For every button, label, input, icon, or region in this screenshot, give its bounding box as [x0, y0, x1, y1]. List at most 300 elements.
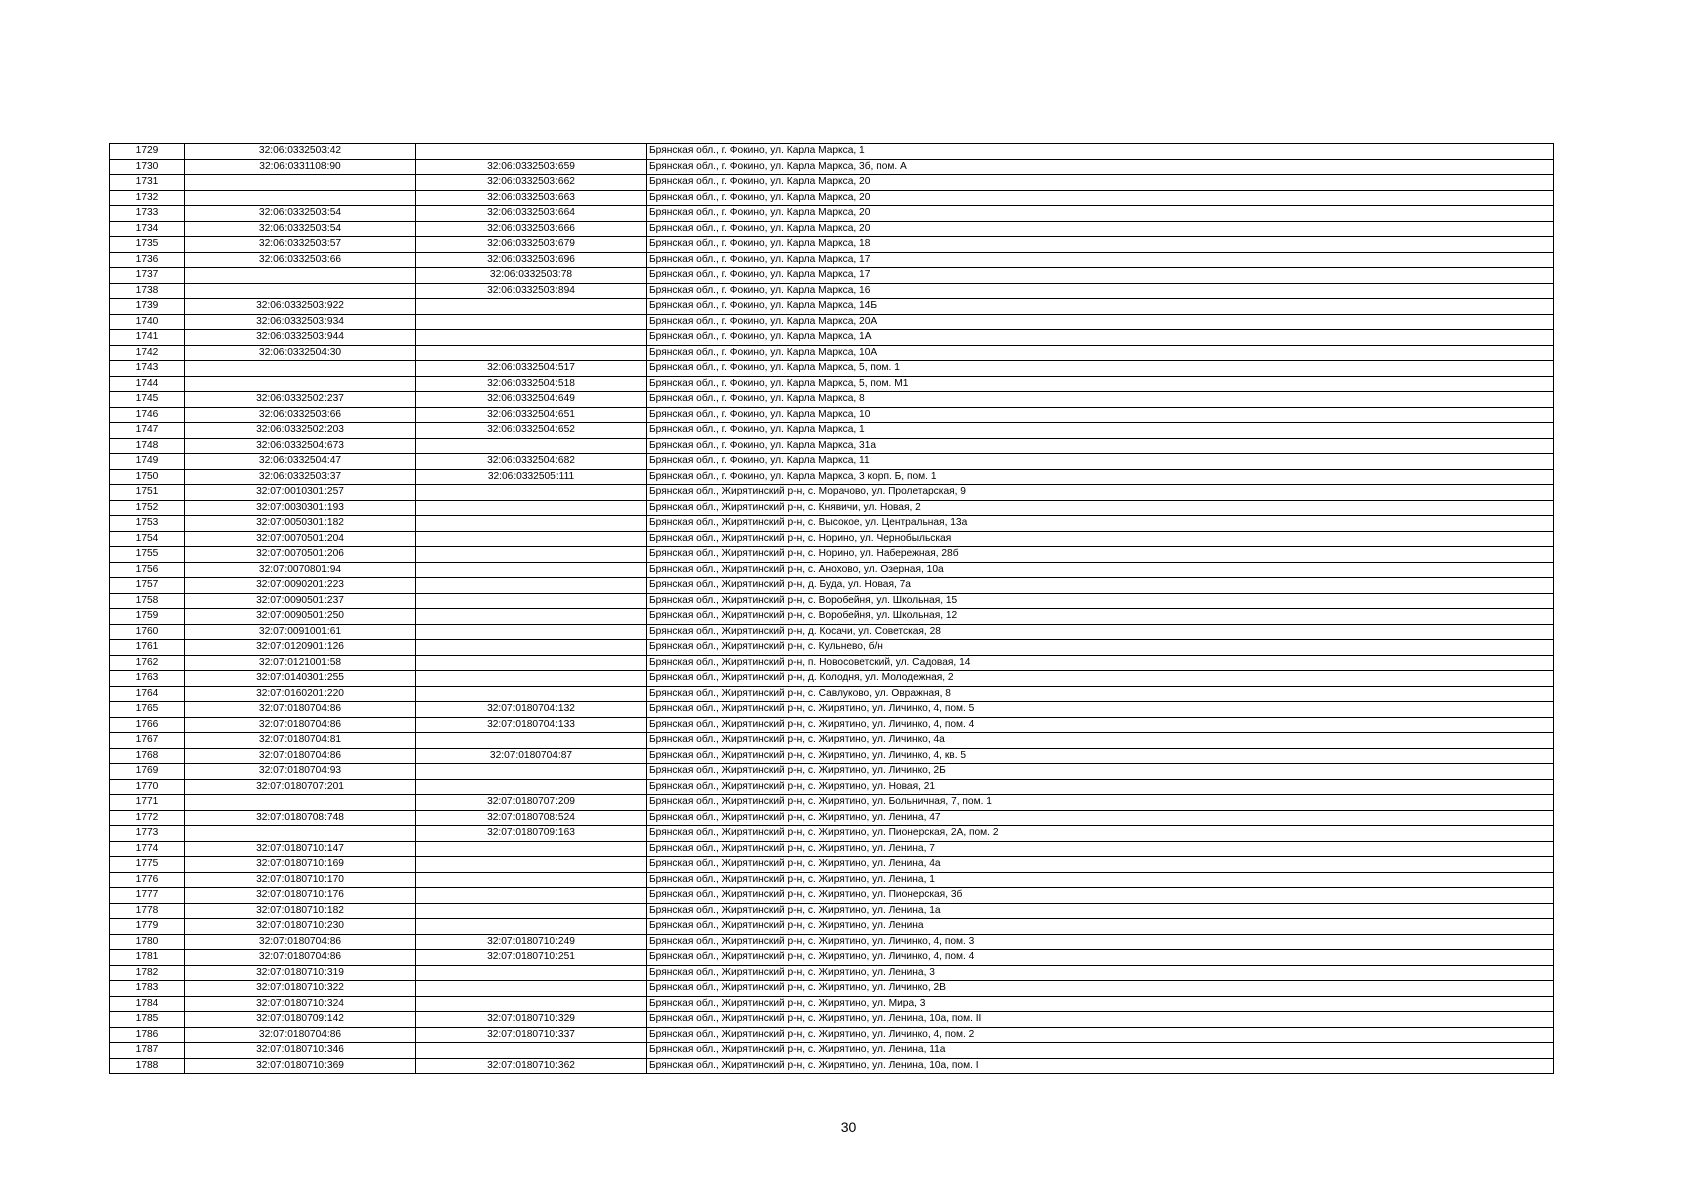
cadastral-number-cell: 32:07:0180707:201 — [185, 779, 416, 795]
row-number-cell: 1765 — [110, 702, 185, 718]
object-cadastral-number-cell — [416, 500, 647, 516]
address-cell: Брянская обл., Жирятинский р-н, с. Жирятино, ул. Ленина, 7 — [647, 841, 1554, 857]
object-cadastral-number-cell — [416, 609, 647, 625]
object-cadastral-number-cell: 32:06:0332503:662 — [416, 175, 647, 191]
row-number-cell: 1758 — [110, 593, 185, 609]
address-cell: Брянская обл., Жирятинский р-н, с. Жирятино, ул. Больничная, 7, пом. 1 — [647, 795, 1554, 811]
cadastral-number-cell: 32:07:0180710:169 — [185, 857, 416, 873]
address-cell: Брянская обл., г. Фокино, ул. Карла Маркса, 1 — [647, 423, 1554, 439]
object-cadastral-number-cell — [416, 593, 647, 609]
object-cadastral-number-cell: 32:07:0180708:524 — [416, 810, 647, 826]
table-row — [110, 624, 1554, 640]
object-cadastral-number-cell: 32:06:0332503:664 — [416, 206, 647, 222]
cadastral-number-cell — [185, 795, 416, 811]
address-cell: Брянская обл., г. Фокино, ул. Карла Маркса, 1 — [647, 144, 1554, 160]
row-number-cell: 1760 — [110, 624, 185, 640]
row-number-cell: 1769 — [110, 764, 185, 780]
row-number-cell: 1746 — [110, 407, 185, 423]
table-row — [110, 779, 1554, 795]
table-row — [110, 330, 1554, 346]
object-cadastral-number-cell — [416, 981, 647, 997]
object-cadastral-number-cell — [416, 640, 647, 656]
cadastral-number-cell: 32:07:0180704:86 — [185, 934, 416, 950]
table-row — [110, 795, 1554, 811]
row-number-cell: 1730 — [110, 159, 185, 175]
cadastral-number-cell: 32:07:0180710:346 — [185, 1043, 416, 1059]
table-row — [110, 888, 1554, 904]
row-number-cell: 1737 — [110, 268, 185, 284]
address-cell: Брянская обл., г. Фокино, ул. Карла Маркса, 18 — [647, 237, 1554, 253]
row-number-cell: 1731 — [110, 175, 185, 191]
object-cadastral-number-cell — [416, 299, 647, 315]
row-number-cell: 1757 — [110, 578, 185, 594]
address-cell: Брянская обл., г. Фокино, ул. Карла Маркса, 20 — [647, 190, 1554, 206]
object-cadastral-number-cell: 32:06:0332504:652 — [416, 423, 647, 439]
object-cadastral-number-cell — [416, 779, 647, 795]
address-cell: Брянская обл., Жирятинский р-н, п. Новосоветский, ул. Садовая, 14 — [647, 655, 1554, 671]
cadastral-number-cell: 32:07:0180710:182 — [185, 903, 416, 919]
row-number-cell: 1777 — [110, 888, 185, 904]
address-cell: Брянская обл., Жирятинский р-н, с. Жирятино, ул. Личинко, 4, пом. 3 — [647, 934, 1554, 950]
table-row — [110, 345, 1554, 361]
row-number-cell: 1752 — [110, 500, 185, 516]
row-number-cell: 1785 — [110, 1012, 185, 1028]
cadastral-number-cell: 32:06:0332503:66 — [185, 407, 416, 423]
row-number-cell: 1766 — [110, 717, 185, 733]
cadastral-number-cell: 32:07:0090201:223 — [185, 578, 416, 594]
address-cell: Брянская обл., Жирятинский р-н, с. Жирятино, ул. Ленина, 1а — [647, 903, 1554, 919]
address-cell: Брянская обл., Жирятинский р-н, с. Жирятино, ул. Личинко, 4, пом. 2 — [647, 1027, 1554, 1043]
address-cell: Брянская обл., г. Фокино, ул. Карла Маркса, 1А — [647, 330, 1554, 346]
address-cell: Брянская обл., г. Фокино, ул. Карла Маркса, 20 — [647, 175, 1554, 191]
address-cell: Брянская обл., Жирятинский р-н, с. Жирятино, ул. Личинко, 4, пом. 4 — [647, 717, 1554, 733]
cadastral-number-cell: 32:07:0180710:230 — [185, 919, 416, 935]
table-row — [110, 733, 1554, 749]
address-cell: Брянская обл., Жирятинский р-н, с. Жирятино, ул. Ленина, 11а — [647, 1043, 1554, 1059]
object-cadastral-number-cell: 32:07:0180710:337 — [416, 1027, 647, 1043]
object-cadastral-number-cell — [416, 764, 647, 780]
cadastral-number-cell: 32:07:0091001:61 — [185, 624, 416, 640]
row-number-cell: 1751 — [110, 485, 185, 501]
table-row — [110, 996, 1554, 1012]
address-cell: Брянская обл., Жирятинский р-н, с. Жирятино, ул. Ленина, 4а — [647, 857, 1554, 873]
table-row — [110, 469, 1554, 485]
address-cell: Брянская обл., Жирятинский р-н, с. Жирятино, ул. Ленина, 10а, пом. I — [647, 1058, 1554, 1074]
object-cadastral-number-cell — [416, 996, 647, 1012]
table-row — [110, 903, 1554, 919]
object-cadastral-number-cell: 32:06:0332503:666 — [416, 221, 647, 237]
cadastral-number-cell: 32:06:0332502:237 — [185, 392, 416, 408]
table-row — [110, 934, 1554, 950]
cadastral-number-cell: 32:07:0050301:182 — [185, 516, 416, 532]
row-number-cell: 1770 — [110, 779, 185, 795]
row-number-cell: 1747 — [110, 423, 185, 439]
row-number-cell: 1741 — [110, 330, 185, 346]
row-number-cell: 1784 — [110, 996, 185, 1012]
cadastral-number-cell: 32:07:0180710:369 — [185, 1058, 416, 1074]
table-row — [110, 438, 1554, 454]
address-cell: Брянская обл., Жирятинский р-н, д. Косачи, ул. Советская, 28 — [647, 624, 1554, 640]
object-cadastral-number-cell — [416, 516, 647, 532]
row-number-cell: 1745 — [110, 392, 185, 408]
cadastral-number-cell: 32:06:0332503:922 — [185, 299, 416, 315]
cadastral-number-cell: 32:06:0332503:934 — [185, 314, 416, 330]
row-number-cell: 1748 — [110, 438, 185, 454]
table-row — [110, 717, 1554, 733]
registry-table-body — [110, 144, 1554, 1074]
row-number-cell: 1773 — [110, 826, 185, 842]
object-cadastral-number-cell — [416, 562, 647, 578]
cadastral-number-cell — [185, 361, 416, 377]
table-row — [110, 826, 1554, 842]
cadastral-number-cell: 32:07:0180709:142 — [185, 1012, 416, 1028]
table-row — [110, 376, 1554, 392]
row-number-cell: 1736 — [110, 252, 185, 268]
object-cadastral-number-cell — [416, 857, 647, 873]
address-cell: Брянская обл., Жирятинский р-н, с. Савлуково, ул. Овражная, 8 — [647, 686, 1554, 702]
cadastral-number-cell: 32:07:0180704:81 — [185, 733, 416, 749]
row-number-cell: 1759 — [110, 609, 185, 625]
address-cell: Брянская обл., г. Фокино, ул. Карла Маркса, 20 — [647, 206, 1554, 222]
table-row — [110, 485, 1554, 501]
row-number-cell: 1762 — [110, 655, 185, 671]
row-number-cell: 1742 — [110, 345, 185, 361]
object-cadastral-number-cell — [416, 919, 647, 935]
table-row — [110, 531, 1554, 547]
table-row — [110, 872, 1554, 888]
cadastral-number-cell: 32:07:0180710:176 — [185, 888, 416, 904]
table-row — [110, 299, 1554, 315]
row-number-cell: 1787 — [110, 1043, 185, 1059]
row-number-cell: 1781 — [110, 950, 185, 966]
address-cell: Брянская обл., Жирятинский р-н, с. Жирятино, ул. Пионерская, 2А, пом. 2 — [647, 826, 1554, 842]
address-cell: Брянская обл., Жирятинский р-н, с. Жирятино, ул. Ленина, 10а, пом. II — [647, 1012, 1554, 1028]
row-number-cell: 1749 — [110, 454, 185, 470]
table-row — [110, 252, 1554, 268]
table-row — [110, 159, 1554, 175]
object-cadastral-number-cell: 32:06:0332503:696 — [416, 252, 647, 268]
address-cell: Брянская обл., Жирятинский р-н, с. Анохово, ул. Озерная, 10а — [647, 562, 1554, 578]
row-number-cell: 1778 — [110, 903, 185, 919]
table-row — [110, 1012, 1554, 1028]
address-cell: Брянская обл., Жирятинский р-н, д. Колодня, ул. Молодежная, 2 — [647, 671, 1554, 687]
table-row — [110, 950, 1554, 966]
cadastral-number-cell: 32:07:0030301:193 — [185, 500, 416, 516]
table-row — [110, 314, 1554, 330]
address-cell: Брянская обл., г. Фокино, ул. Карла Маркса, 17 — [647, 268, 1554, 284]
table-row — [110, 423, 1554, 439]
address-cell: Брянская обл., г. Фокино, ул. Карла Маркса, 8 — [647, 392, 1554, 408]
address-cell: Брянская обл., Жирятинский р-н, с. Жирятино, ул. Личинко, 2Б — [647, 764, 1554, 780]
cadastral-number-cell: 32:07:0070801:94 — [185, 562, 416, 578]
cadastral-number-cell: 32:06:0332503:42 — [185, 144, 416, 160]
row-number-cell: 1767 — [110, 733, 185, 749]
cadastral-number-cell: 32:07:0090501:237 — [185, 593, 416, 609]
table-row — [110, 144, 1554, 160]
table-row — [110, 175, 1554, 191]
cadastral-number-cell: 32:06:0332504:30 — [185, 345, 416, 361]
address-cell: Брянская обл., г. Фокино, ул. Карла Маркса, 17 — [647, 252, 1554, 268]
object-cadastral-number-cell: 32:07:0180704:133 — [416, 717, 647, 733]
object-cadastral-number-cell — [416, 144, 647, 160]
cadastral-number-cell: 32:06:0332504:673 — [185, 438, 416, 454]
cadastral-number-cell: 32:07:0180710:170 — [185, 872, 416, 888]
cadastral-number-cell — [185, 826, 416, 842]
row-number-cell: 1763 — [110, 671, 185, 687]
cadastral-number-cell: 32:07:0180704:86 — [185, 748, 416, 764]
address-cell: Брянская обл., г. Фокино, ул. Карла Маркса, 31а — [647, 438, 1554, 454]
row-number-cell: 1735 — [110, 237, 185, 253]
cadastral-number-cell: 32:06:0332503:54 — [185, 221, 416, 237]
row-number-cell: 1783 — [110, 981, 185, 997]
address-cell: Брянская обл., Жирятинский р-н, с. Норино, ул. Чернобыльская — [647, 531, 1554, 547]
address-cell: Брянская обл., Жирятинский р-н, с. Жирятино, ул. Личинко, 4а — [647, 733, 1554, 749]
object-cadastral-number-cell: 32:06:0332504:651 — [416, 407, 647, 423]
table-row — [110, 190, 1554, 206]
cadastral-number-cell: 32:07:0090501:250 — [185, 609, 416, 625]
object-cadastral-number-cell: 32:07:0180709:163 — [416, 826, 647, 842]
cadastral-number-cell — [185, 175, 416, 191]
row-number-cell: 1782 — [110, 965, 185, 981]
row-number-cell: 1755 — [110, 547, 185, 563]
address-cell: Брянская обл., Жирятинский р-н, с. Жирятино, ул. Ленина, 3 — [647, 965, 1554, 981]
object-cadastral-number-cell — [416, 531, 647, 547]
row-number-cell: 1738 — [110, 283, 185, 299]
object-cadastral-number-cell — [416, 438, 647, 454]
object-cadastral-number-cell — [416, 330, 647, 346]
row-number-cell: 1732 — [110, 190, 185, 206]
address-cell: Брянская обл., г. Фокино, ул. Карла Маркса, 14Б — [647, 299, 1554, 315]
object-cadastral-number-cell — [416, 345, 647, 361]
object-cadastral-number-cell — [416, 733, 647, 749]
table-row — [110, 361, 1554, 377]
address-cell: Брянская обл., Жирятинский р-н, с. Норино, ул. Набережная, 28б — [647, 547, 1554, 563]
cadastral-number-cell: 32:07:0180710:324 — [185, 996, 416, 1012]
object-cadastral-number-cell: 32:06:0332503:659 — [416, 159, 647, 175]
table-row — [110, 655, 1554, 671]
cadastral-number-cell — [185, 190, 416, 206]
cadastral-number-cell: 32:07:0070501:206 — [185, 547, 416, 563]
row-number-cell: 1753 — [110, 516, 185, 532]
cadastral-number-cell: 32:07:0180704:93 — [185, 764, 416, 780]
address-cell: Брянская обл., г. Фокино, ул. Карла Маркса, 10 — [647, 407, 1554, 423]
object-cadastral-number-cell: 32:07:0180704:87 — [416, 748, 647, 764]
address-cell: Брянская обл., Жирятинский р-н, с. Жирятино, ул. Личинко, 2В — [647, 981, 1554, 997]
address-cell: Брянская обл., Жирятинский р-н, с. Жирятино, ул. Ленина, 47 — [647, 810, 1554, 826]
object-cadastral-number-cell: 32:06:0332503:663 — [416, 190, 647, 206]
table-row — [110, 702, 1554, 718]
object-cadastral-number-cell — [416, 314, 647, 330]
cadastral-number-cell: 32:07:0120901:126 — [185, 640, 416, 656]
table-row — [110, 206, 1554, 222]
table-row — [110, 981, 1554, 997]
table-row — [110, 237, 1554, 253]
object-cadastral-number-cell: 32:06:0332504:518 — [416, 376, 647, 392]
cadastral-number-cell: 32:07:0160201:220 — [185, 686, 416, 702]
cadastral-number-cell: 32:07:0180710:319 — [185, 965, 416, 981]
table-row — [110, 268, 1554, 284]
address-cell: Брянская обл., г. Фокино, ул. Карла Маркса, 20 — [647, 221, 1554, 237]
row-number-cell: 1779 — [110, 919, 185, 935]
address-cell: Брянская обл., г. Фокино, ул. Карла Маркса, 5, пом. 1 — [647, 361, 1554, 377]
table-row — [110, 857, 1554, 873]
cadastral-number-cell: 32:06:0332503:944 — [185, 330, 416, 346]
cadastral-number-cell: 32:06:0332503:54 — [185, 206, 416, 222]
address-cell: Брянская обл., Жирятинский р-н, с. Жирятино, ул. Ленина, 1 — [647, 872, 1554, 888]
table-row — [110, 500, 1554, 516]
cadastral-number-cell: 32:07:0180710:147 — [185, 841, 416, 857]
row-number-cell: 1788 — [110, 1058, 185, 1074]
object-cadastral-number-cell: 32:06:0332503:679 — [416, 237, 647, 253]
object-cadastral-number-cell — [416, 547, 647, 563]
table-row — [110, 283, 1554, 299]
address-cell: Брянская обл., Жирятинский р-н, с. Высокое, ул. Центральная, 13а — [647, 516, 1554, 532]
address-cell: Брянская обл., Жирятинский р-н, с. Жирятино, ул. Личинко, 4, пом. 4 — [647, 950, 1554, 966]
object-cadastral-number-cell: 32:07:0180710:329 — [416, 1012, 647, 1028]
cadastral-number-cell: 32:07:0180704:86 — [185, 702, 416, 718]
address-cell: Брянская обл., г. Фокино, ул. Карла Маркса, 3б, пом. А — [647, 159, 1554, 175]
row-number-cell: 1740 — [110, 314, 185, 330]
table-row — [110, 1058, 1554, 1074]
address-cell: Брянская обл., Жирятинский р-н, с. Жирятино, ул. Личинко, 4, кв. 5 — [647, 748, 1554, 764]
cadastral-number-cell: 32:06:0332504:47 — [185, 454, 416, 470]
cadastral-number-cell — [185, 268, 416, 284]
table-row — [110, 221, 1554, 237]
cadastral-number-cell: 32:07:0121001:58 — [185, 655, 416, 671]
object-cadastral-number-cell — [416, 671, 647, 687]
cadastral-number-cell: 32:06:0332503:66 — [185, 252, 416, 268]
table-row — [110, 547, 1554, 563]
object-cadastral-number-cell: 32:07:0180710:249 — [416, 934, 647, 950]
table-row — [110, 919, 1554, 935]
cadastral-number-cell — [185, 376, 416, 392]
address-cell: Брянская обл., г. Фокино, ул. Карла Маркса, 20А — [647, 314, 1554, 330]
cadastral-number-cell: 32:07:0180704:86 — [185, 717, 416, 733]
table-row — [110, 578, 1554, 594]
object-cadastral-number-cell: 32:07:0180710:251 — [416, 950, 647, 966]
address-cell: Брянская обл., Жирятинский р-н, с. Жирятино, ул. Личинко, 4, пом. 5 — [647, 702, 1554, 718]
object-cadastral-number-cell — [416, 841, 647, 857]
address-cell: Брянская обл., Жирятинский р-н, д. Буда, ул. Новая, 7а — [647, 578, 1554, 594]
object-cadastral-number-cell: 32:06:0332505:111 — [416, 469, 647, 485]
table-row — [110, 965, 1554, 981]
object-cadastral-number-cell — [416, 655, 647, 671]
table-row — [110, 593, 1554, 609]
address-cell: Брянская обл., г. Фокино, ул. Карла Маркса, 5, пом. М1 — [647, 376, 1554, 392]
table-row — [110, 516, 1554, 532]
row-number-cell: 1764 — [110, 686, 185, 702]
row-number-cell: 1750 — [110, 469, 185, 485]
row-number-cell: 1776 — [110, 872, 185, 888]
object-cadastral-number-cell: 32:06:0332504:517 — [416, 361, 647, 377]
row-number-cell: 1754 — [110, 531, 185, 547]
table-row — [110, 392, 1554, 408]
row-number-cell: 1780 — [110, 934, 185, 950]
table-row — [110, 686, 1554, 702]
object-cadastral-number-cell: 32:06:0332504:682 — [416, 454, 647, 470]
table-row — [110, 407, 1554, 423]
cadastral-number-cell: 32:06:0331108:90 — [185, 159, 416, 175]
cadastral-number-cell: 32:07:0140301:255 — [185, 671, 416, 687]
cadastral-number-cell: 32:07:0070501:204 — [185, 531, 416, 547]
table-row — [110, 810, 1554, 826]
table-row — [110, 841, 1554, 857]
object-cadastral-number-cell — [416, 578, 647, 594]
row-number-cell: 1768 — [110, 748, 185, 764]
row-number-cell: 1774 — [110, 841, 185, 857]
row-number-cell: 1743 — [110, 361, 185, 377]
object-cadastral-number-cell — [416, 965, 647, 981]
address-cell: Брянская обл., Жирятинский р-н, с. Морачово, ул. Пролетарская, 9 — [647, 485, 1554, 501]
object-cadastral-number-cell — [416, 1043, 647, 1059]
row-number-cell: 1786 — [110, 1027, 185, 1043]
row-number-cell: 1733 — [110, 206, 185, 222]
cadastral-number-cell: 32:07:0180704:86 — [185, 950, 416, 966]
object-cadastral-number-cell: 32:07:0180707:209 — [416, 795, 647, 811]
address-cell: Брянская обл., Жирятинский р-н, с. Жирятино, ул. Пионерская, 3б — [647, 888, 1554, 904]
object-cadastral-number-cell — [416, 485, 647, 501]
object-cadastral-number-cell: 32:07:0180710:362 — [416, 1058, 647, 1074]
table-row — [110, 562, 1554, 578]
table-row — [110, 748, 1554, 764]
object-cadastral-number-cell: 32:06:0332504:649 — [416, 392, 647, 408]
cadastral-number-cell: 32:07:0180710:322 — [185, 981, 416, 997]
cadastral-number-cell — [185, 283, 416, 299]
address-cell: Брянская обл., г. Фокино, ул. Карла Маркса, 3 корп. Б, пом. 1 — [647, 469, 1554, 485]
object-cadastral-number-cell — [416, 624, 647, 640]
row-number-cell: 1744 — [110, 376, 185, 392]
table-row — [110, 671, 1554, 687]
address-cell: Брянская обл., г. Фокино, ул. Карла Маркса, 10А — [647, 345, 1554, 361]
table-row — [110, 1043, 1554, 1059]
table-row — [110, 640, 1554, 656]
cadastral-number-cell: 32:07:0010301:257 — [185, 485, 416, 501]
object-cadastral-number-cell: 32:07:0180704:132 — [416, 702, 647, 718]
table-row — [110, 609, 1554, 625]
object-cadastral-number-cell: 32:06:0332503:894 — [416, 283, 647, 299]
object-cadastral-number-cell: 32:06:0332503:78 — [416, 268, 647, 284]
row-number-cell: 1734 — [110, 221, 185, 237]
table-row — [110, 1027, 1554, 1043]
address-cell: Брянская обл., Жирятинский р-н, с. Воробейня, ул. Школьная, 15 — [647, 593, 1554, 609]
object-cadastral-number-cell — [416, 903, 647, 919]
cadastral-number-cell: 32:07:0180708:748 — [185, 810, 416, 826]
address-cell: Брянская обл., Жирятинский р-н, с. Княвичи, ул. Новая, 2 — [647, 500, 1554, 516]
registry-table — [109, 143, 1554, 1074]
page-number: 30 — [840, 1119, 857, 1135]
cadastral-number-cell: 32:07:0180704:86 — [185, 1027, 416, 1043]
address-cell: Брянская обл., Жирятинский р-н, с. Кульнево, б/н — [647, 640, 1554, 656]
object-cadastral-number-cell — [416, 686, 647, 702]
row-number-cell: 1739 — [110, 299, 185, 315]
row-number-cell: 1771 — [110, 795, 185, 811]
row-number-cell: 1775 — [110, 857, 185, 873]
table-row — [110, 764, 1554, 780]
address-cell: Брянская обл., Жирятинский р-н, с. Воробейня, ул. Школьная, 12 — [647, 609, 1554, 625]
table-row — [110, 454, 1554, 470]
address-cell: Брянская обл., Жирятинский р-н, с. Жирятино, ул. Мира, 3 — [647, 996, 1554, 1012]
cadastral-number-cell: 32:06:0332502:203 — [185, 423, 416, 439]
object-cadastral-number-cell — [416, 888, 647, 904]
address-cell: Брянская обл., Жирятинский р-н, с. Жирятино, ул. Ленина — [647, 919, 1554, 935]
row-number-cell: 1756 — [110, 562, 185, 578]
cadastral-number-cell: 32:06:0332503:37 — [185, 469, 416, 485]
address-cell: Брянская обл., Жирятинский р-н, с. Жирятино, ул. Новая, 21 — [647, 779, 1554, 795]
address-cell: Брянская обл., г. Фокино, ул. Карла Маркса, 11 — [647, 454, 1554, 470]
row-number-cell: 1772 — [110, 810, 185, 826]
row-number-cell: 1761 — [110, 640, 185, 656]
cadastral-number-cell: 32:06:0332503:57 — [185, 237, 416, 253]
